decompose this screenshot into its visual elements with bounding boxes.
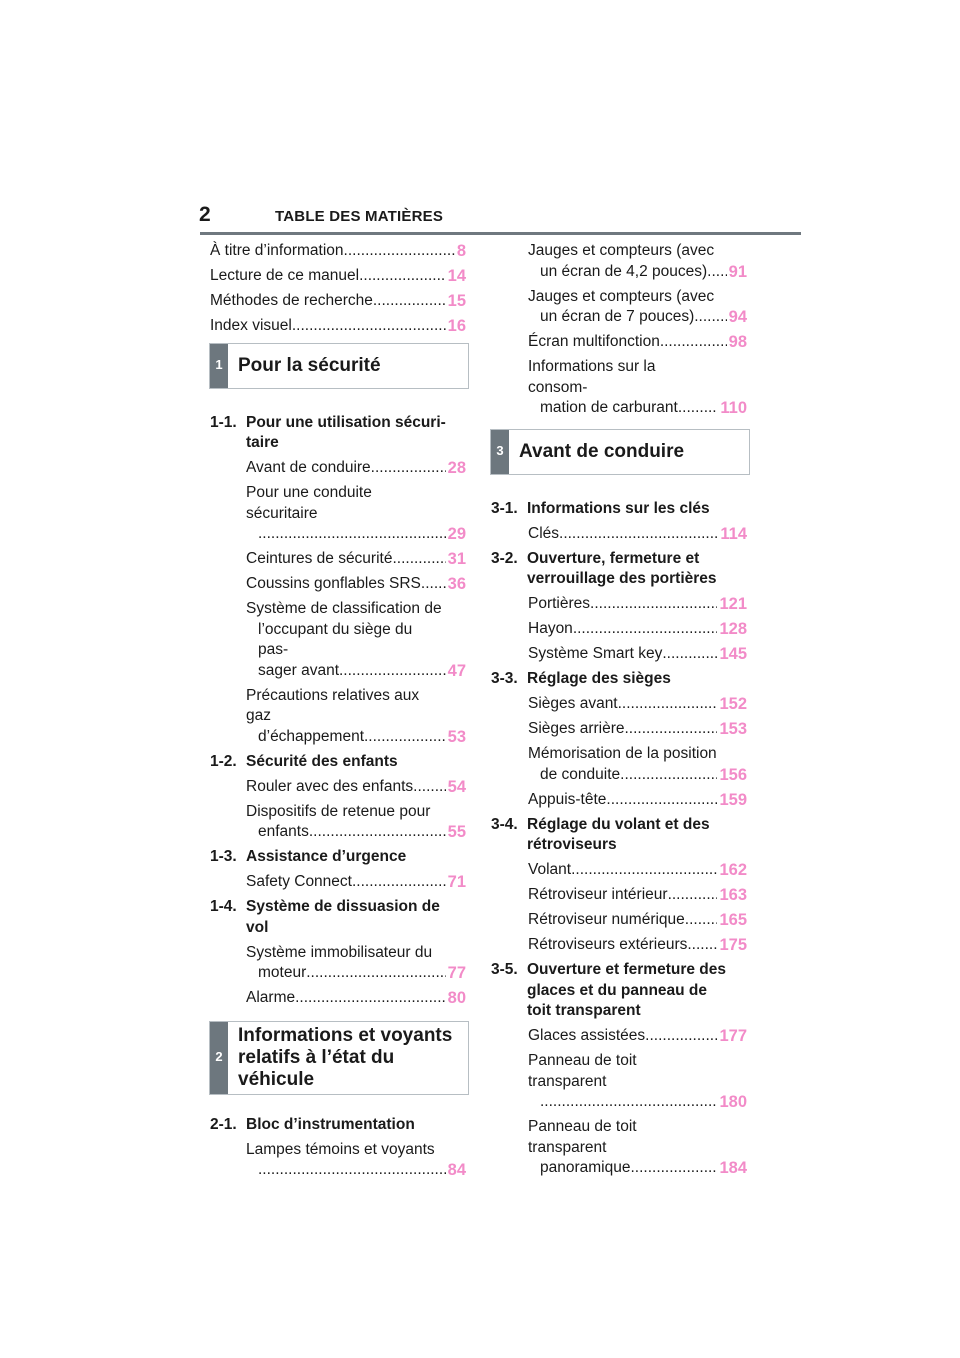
section-heading: 3-5. Ouverture et fermeture des glaces et du panneau de toit transparent — [491, 961, 726, 1019]
toc-page-link[interactable]: 31 — [447, 550, 466, 568]
toc-page-link[interactable]: 128 — [719, 620, 747, 638]
toc-page-link[interactable]: 15 — [447, 292, 466, 310]
toc-entry-label: À titre d’information — [210, 242, 344, 259]
toc-page-link[interactable]: 110 — [720, 399, 747, 417]
toc-page-link[interactable]: 145 — [719, 645, 747, 663]
section-heading: 1-2. Sécurité des enfants — [210, 752, 398, 770]
toc-entry-label: Méthodes de recherche — [210, 292, 373, 309]
toc-entry[interactable] — [210, 316, 466, 337]
toc-entry-label: Lecture de ce manuel — [210, 267, 360, 284]
toc-page-link[interactable]: 98 — [728, 333, 747, 351]
toc-page-link[interactable]: 55 — [447, 823, 466, 841]
section-heading: 1-1. Pour une utilisation sécuri- taire — [210, 413, 446, 451]
toc-entry[interactable]: Glaces assistées ..... 177 — [528, 1026, 747, 1047]
toc-entry[interactable]: Jauges et compteurs (avec un écran de 4,2 pouces) ..... 91 — [528, 241, 747, 282]
section-heading: 3-4. Réglage du volant et des rétroviseurs — [491, 815, 710, 853]
section-heading: 3-1. Informations sur les clés — [491, 499, 710, 517]
toc-page-link[interactable]: 180 — [719, 1093, 747, 1111]
toc-entry[interactable]: Ceintures de sécurité ..... 31 — [246, 549, 466, 570]
toc-page-link[interactable]: 8 — [456, 242, 466, 260]
toc-page-link[interactable]: 184 — [719, 1159, 747, 1177]
toc-page-link[interactable]: 165 — [719, 911, 747, 929]
toc-entry[interactable]: Volant ..... 162 — [528, 860, 747, 881]
toc-page-link[interactable]: 162 — [719, 861, 747, 879]
toc-entry[interactable]: Hayon ..... 128 — [528, 619, 747, 640]
toc-entry[interactable]: Panneau de toit transparent ..... 180 — [528, 1051, 747, 1113]
toc-entry[interactable]: Rétroviseur numérique ..... 165 — [528, 910, 747, 931]
toc-entry[interactable]: Safety Connect ..... 71 — [246, 872, 466, 893]
toc-entry[interactable]: Avant de conduire ..... 28 — [246, 458, 466, 479]
toc-entry[interactable] — [210, 241, 466, 262]
toc-entry-label: Index visuel — [210, 317, 292, 334]
toc-page-link[interactable]: 84 — [447, 1161, 466, 1179]
toc-entry[interactable]: Panneau de toit transparent panoramique ..... 184 — [528, 1117, 747, 1179]
page-header-title: TABLE DES MATIÈRES — [275, 208, 444, 225]
toc-entry[interactable]: Coussins gonflables SRS ..... 36 — [246, 574, 466, 595]
toc-page-link[interactable]: 163 — [719, 886, 747, 904]
toc-page-link[interactable]: 14 — [447, 267, 466, 285]
chapter-box-1[interactable] — [209, 343, 469, 389]
toc-entry[interactable]: Dispositifs de retenue pour enfants ..... 55 — [246, 802, 466, 843]
chapter-title: Pour la sécurité — [238, 354, 381, 376]
toc-page-link[interactable]: 53 — [447, 727, 466, 746]
toc-page-link[interactable]: 47 — [447, 661, 466, 680]
toc-page-link[interactable]: 80 — [447, 989, 466, 1007]
toc-page-link[interactable]: 54 — [447, 777, 466, 796]
toc-entry[interactable]: Rétroviseur intérieur ..... 163 — [528, 885, 747, 906]
toc-right-column — [491, 241, 747, 1183]
toc-entry[interactable]: Système de classification de l’occupant du siège du pas- sager avant ..... 47 — [246, 599, 466, 681]
toc-entry[interactable]: Rouler avec des enfants ..... 54 — [246, 777, 466, 798]
toc-left-column — [210, 241, 466, 1185]
toc-page-link[interactable]: 91 — [728, 262, 747, 281]
toc-entry[interactable] — [210, 266, 466, 287]
toc-entry[interactable]: Appuis-tête ..... 159 — [528, 790, 747, 811]
toc-page-link[interactable]: 153 — [719, 720, 747, 738]
toc-page-link[interactable]: 159 — [719, 790, 747, 809]
toc-page-link[interactable]: 77 — [447, 964, 466, 982]
toc-page-link[interactable]: 16 — [447, 317, 466, 335]
section-heading: 2-1. Bloc d’instrumentation — [210, 1115, 415, 1133]
toc-page-link[interactable]: 29 — [447, 525, 466, 543]
toc-entry[interactable]: Sièges avant ..... 152 — [528, 694, 747, 715]
toc-page-link[interactable]: 152 — [719, 695, 747, 713]
chapter-title: Avant de conduire — [519, 440, 685, 462]
toc-entry[interactable]: Sièges arrière ..... 153 — [528, 719, 747, 740]
toc-entry[interactable]: Rétroviseurs extérieurs ..... 175 — [528, 935, 747, 956]
toc-entry[interactable]: Écran multifonction ..... 98 — [528, 332, 747, 353]
toc-page-link[interactable]: 121 — [719, 595, 747, 613]
toc-entry[interactable]: Informations sur la consom- mation de carburant ..... 110 — [528, 357, 747, 419]
page-number: 2 — [199, 203, 211, 226]
section-heading: 3-2. Ouverture, fermeture et verrouillage des portières — [491, 549, 717, 587]
toc-entry[interactable]: Lampes témoins et voyants ..... 84 — [246, 1140, 466, 1181]
toc-entry[interactable]: Alarme ..... 80 — [246, 988, 466, 1009]
toc-page-link[interactable]: 177 — [719, 1027, 747, 1045]
toc-page-link[interactable]: 94 — [728, 308, 747, 326]
chapter-box-3[interactable] — [490, 429, 750, 475]
toc-entry[interactable]: Précautions relatives aux gaz d’échappement ..... 53 — [246, 686, 466, 748]
section-heading: 1-3. Assistance d’urgence — [210, 848, 407, 865]
toc-page-link[interactable]: 114 — [720, 524, 747, 543]
toc-page-link[interactable]: 28 — [447, 459, 466, 477]
toc-page-link[interactable]: 71 — [447, 873, 466, 891]
chapter-box-2[interactable] — [209, 1021, 469, 1095]
toc-entry[interactable]: Système immobilisateur du moteur ..... 77 — [246, 943, 466, 984]
toc-page-link[interactable]: 156 — [719, 765, 747, 784]
toc-entry[interactable]: Clés ..... 114 — [528, 524, 747, 545]
toc-entry[interactable] — [210, 291, 466, 312]
section-heading: 3-3. Réglage des sièges — [491, 670, 671, 687]
chapter-title: Informations et voyants relatifs à l’état du véhicule — [238, 1024, 453, 1090]
chapter-tab: 3 — [491, 430, 509, 474]
header-rule — [200, 232, 801, 235]
toc-entry[interactable]: Mémorisation de la position de conduite ..... 156 — [528, 744, 747, 785]
chapter-tab: 2 — [210, 1022, 228, 1094]
toc-page-link[interactable]: 36 — [447, 575, 466, 593]
toc-entry[interactable]: Système Smart key ..... 145 — [528, 644, 747, 665]
toc-entry[interactable]: Portières ..... 121 — [528, 594, 747, 615]
toc-page-link[interactable]: 175 — [719, 936, 747, 954]
section-heading: 1-4. Système de dissuasion de vol — [210, 898, 440, 936]
toc-entry[interactable]: Pour une conduite sécuritaire ..... 29 — [246, 483, 466, 545]
toc-entry[interactable]: Jauges et compteurs (avec un écran de 7 pouces) ..... 94 — [528, 287, 747, 328]
chapter-tab: 1 — [210, 344, 228, 388]
